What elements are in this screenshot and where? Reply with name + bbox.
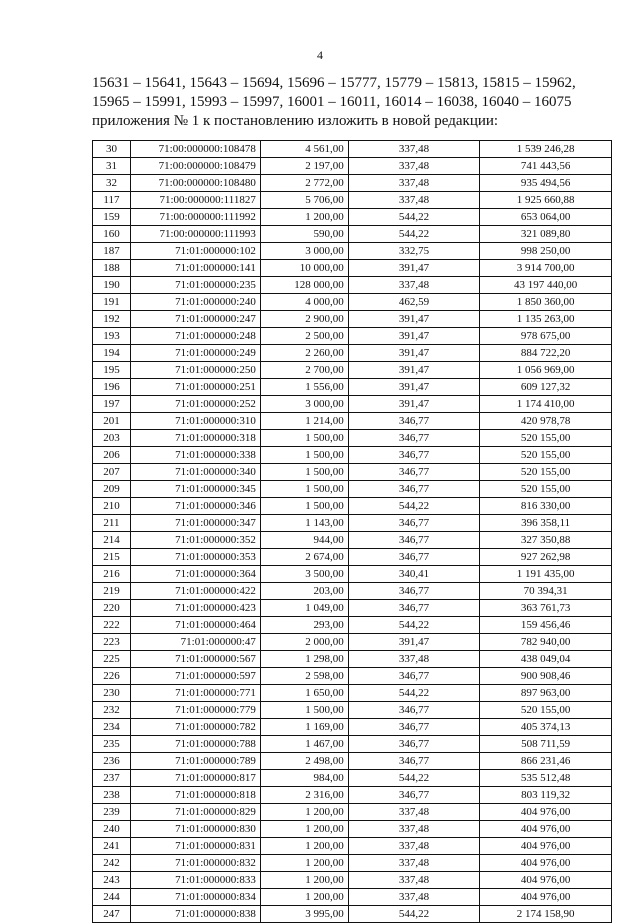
table-row — [93, 821, 612, 838]
rate-cell: 346,77 — [348, 600, 480, 617]
row-number-cell: 193 — [93, 328, 131, 345]
cost-cell: 900 908,46 — [480, 668, 612, 685]
area-cell: 1 500,00 — [260, 481, 348, 498]
row-number-cell: 210 — [93, 498, 131, 515]
cost-cell: 327 350,88 — [480, 532, 612, 549]
cadastral-number-cell: 71:01:000000:597 — [130, 668, 260, 685]
cost-cell: 978 675,00 — [480, 328, 612, 345]
rate-cell: 346,77 — [348, 753, 480, 770]
rate-cell: 337,48 — [348, 838, 480, 855]
area-cell: 1 500,00 — [260, 430, 348, 447]
area-cell: 1 200,00 — [260, 855, 348, 872]
area-cell: 4 561,00 — [260, 141, 348, 158]
row-number-cell: 30 — [93, 141, 131, 158]
table-row — [93, 260, 612, 277]
area-cell: 1 200,00 — [260, 872, 348, 889]
cadastral-number-cell: 71:00:000000:108480 — [130, 175, 260, 192]
row-number-cell: 211 — [93, 515, 131, 532]
table-row — [93, 634, 612, 651]
cost-cell: 1 056 969,00 — [480, 362, 612, 379]
rate-cell: 332,75 — [348, 243, 480, 260]
row-number-cell: 237 — [93, 770, 131, 787]
cost-cell: 1 135 263,00 — [480, 311, 612, 328]
rate-cell: 337,48 — [348, 889, 480, 906]
area-cell: 5 706,00 — [260, 192, 348, 209]
cost-cell: 998 250,00 — [480, 243, 612, 260]
cost-cell: 935 494,56 — [480, 175, 612, 192]
cadastral-number-cell: 71:01:000000:102 — [130, 243, 260, 260]
row-number-cell: 244 — [93, 889, 131, 906]
table-row — [93, 328, 612, 345]
table-row — [93, 787, 612, 804]
table-row — [93, 651, 612, 668]
area-cell: 2 700,00 — [260, 362, 348, 379]
cost-cell: 438 049,04 — [480, 651, 612, 668]
cadastral-number-cell: 71:01:000000:789 — [130, 753, 260, 770]
table-row — [93, 175, 612, 192]
cost-cell: 741 443,56 — [480, 158, 612, 175]
table-row — [93, 158, 612, 175]
rate-cell: 337,48 — [348, 277, 480, 294]
intro-line-2: 15965 – 15991, 15993 – 15997, 16001 – 16011, 16014 – 16038, 16040 – 16075 — [92, 94, 572, 110]
row-number-cell: 215 — [93, 549, 131, 566]
cadastral-number-cell: 71:01:000000:318 — [130, 430, 260, 447]
cadastral-number-cell: 71:01:000000:423 — [130, 600, 260, 617]
cadastral-number-cell: 71:01:000000:771 — [130, 685, 260, 702]
row-number-cell: 188 — [93, 260, 131, 277]
row-number-cell: 226 — [93, 668, 131, 685]
cadastral-number-cell: 71:01:000000:251 — [130, 379, 260, 396]
cadastral-number-cell: 71:01:000000:353 — [130, 549, 260, 566]
area-cell: 3 995,00 — [260, 906, 348, 923]
area-cell: 2 674,00 — [260, 549, 348, 566]
area-cell: 2 900,00 — [260, 311, 348, 328]
area-cell: 1 049,00 — [260, 600, 348, 617]
cost-cell: 1 925 660,88 — [480, 192, 612, 209]
rate-cell: 337,48 — [348, 855, 480, 872]
rate-cell: 391,47 — [348, 634, 480, 651]
rate-cell: 337,48 — [348, 651, 480, 668]
table-row — [93, 617, 612, 634]
row-number-cell: 239 — [93, 804, 131, 821]
area-cell: 2 260,00 — [260, 345, 348, 362]
area-cell: 944,00 — [260, 532, 348, 549]
rate-cell: 346,77 — [348, 787, 480, 804]
area-cell: 1 500,00 — [260, 447, 348, 464]
rate-cell: 346,77 — [348, 464, 480, 481]
row-number-cell: 192 — [93, 311, 131, 328]
intro-line-1: 15631 – 15641, 15643 – 15694, 15696 – 15777, 15779 – 15813, 15815 – 15962, — [92, 75, 576, 91]
area-cell: 1 650,00 — [260, 685, 348, 702]
area-cell: 293,00 — [260, 617, 348, 634]
area-cell: 1 500,00 — [260, 498, 348, 515]
cadastral-number-cell: 71:01:000000:817 — [130, 770, 260, 787]
cost-cell: 782 940,00 — [480, 634, 612, 651]
area-cell: 1 214,00 — [260, 413, 348, 430]
area-cell: 203,00 — [260, 583, 348, 600]
rate-cell: 337,48 — [348, 821, 480, 838]
table-row — [93, 464, 612, 481]
area-cell: 1 298,00 — [260, 651, 348, 668]
table-row — [93, 770, 612, 787]
cadastral-number-cell: 71:01:000000:364 — [130, 566, 260, 583]
rate-cell: 391,47 — [348, 260, 480, 277]
table-row — [93, 498, 612, 515]
cost-cell: 363 761,73 — [480, 600, 612, 617]
rate-cell: 544,22 — [348, 209, 480, 226]
cadastral-number-cell: 71:01:000000:830 — [130, 821, 260, 838]
table-row — [93, 549, 612, 566]
table-row — [93, 719, 612, 736]
row-number-cell: 242 — [93, 855, 131, 872]
table-row — [93, 855, 612, 872]
table-row — [93, 566, 612, 583]
rate-cell: 337,48 — [348, 872, 480, 889]
area-cell: 1 500,00 — [260, 464, 348, 481]
rate-cell: 346,77 — [348, 430, 480, 447]
cadastral-number-cell: 71:01:000000:235 — [130, 277, 260, 294]
row-number-cell: 223 — [93, 634, 131, 651]
area-cell: 1 556,00 — [260, 379, 348, 396]
cost-cell: 816 330,00 — [480, 498, 612, 515]
cost-cell: 70 394,31 — [480, 583, 612, 600]
table-row — [93, 702, 612, 719]
cadastral-number-cell: 71:01:000000:338 — [130, 447, 260, 464]
row-number-cell: 222 — [93, 617, 131, 634]
cost-cell: 404 976,00 — [480, 889, 612, 906]
area-cell: 1 500,00 — [260, 702, 348, 719]
rate-cell: 544,22 — [348, 617, 480, 634]
row-number-cell: 32 — [93, 175, 131, 192]
row-number-cell: 159 — [93, 209, 131, 226]
row-number-cell: 219 — [93, 583, 131, 600]
table-row — [93, 294, 612, 311]
area-cell: 3 500,00 — [260, 566, 348, 583]
rate-cell: 391,47 — [348, 328, 480, 345]
area-cell: 3 000,00 — [260, 396, 348, 413]
rate-cell: 346,77 — [348, 549, 480, 566]
table-row — [93, 906, 612, 923]
cadastral-number-cell: 71:01:000000:345 — [130, 481, 260, 498]
table-row — [93, 447, 612, 464]
table-row — [93, 838, 612, 855]
cost-cell: 404 976,00 — [480, 804, 612, 821]
table-row — [93, 889, 612, 906]
cost-cell: 1 191 435,00 — [480, 566, 612, 583]
cadastral-number-cell: 71:01:000000:567 — [130, 651, 260, 668]
table-row — [93, 396, 612, 413]
cost-cell: 520 155,00 — [480, 702, 612, 719]
row-number-cell: 240 — [93, 821, 131, 838]
table-row — [93, 583, 612, 600]
rate-cell: 346,77 — [348, 447, 480, 464]
cost-cell: 1 850 360,00 — [480, 294, 612, 311]
area-cell: 1 200,00 — [260, 838, 348, 855]
cost-cell: 803 119,32 — [480, 787, 612, 804]
table-row — [93, 481, 612, 498]
cadastral-number-cell: 71:01:000000:310 — [130, 413, 260, 430]
cadastral-number-cell: 71:01:000000:240 — [130, 294, 260, 311]
rate-cell: 340,41 — [348, 566, 480, 583]
cadastral-number-cell: 71:01:000000:248 — [130, 328, 260, 345]
area-cell: 3 000,00 — [260, 243, 348, 260]
row-number-cell: 220 — [93, 600, 131, 617]
row-number-cell: 187 — [93, 243, 131, 260]
cadastral-number-cell: 71:00:000000:111992 — [130, 209, 260, 226]
cadastral-number-cell: 71:01:000000:779 — [130, 702, 260, 719]
table-row — [93, 192, 612, 209]
area-cell: 2 598,00 — [260, 668, 348, 685]
cost-cell: 884 722,20 — [480, 345, 612, 362]
area-cell: 2 316,00 — [260, 787, 348, 804]
cadastral-number-cell: 71:01:000000:47 — [130, 634, 260, 651]
cost-cell: 520 155,00 — [480, 464, 612, 481]
cadastral-number-cell: 71:01:000000:247 — [130, 311, 260, 328]
cost-cell: 420 978,78 — [480, 413, 612, 430]
rate-cell: 391,47 — [348, 345, 480, 362]
table-row — [93, 668, 612, 685]
row-number-cell: 203 — [93, 430, 131, 447]
cost-cell: 404 976,00 — [480, 855, 612, 872]
rate-cell: 337,48 — [348, 158, 480, 175]
table-row — [93, 277, 612, 294]
cost-cell: 520 155,00 — [480, 430, 612, 447]
rate-cell: 544,22 — [348, 770, 480, 787]
rate-cell: 544,22 — [348, 906, 480, 923]
area-cell: 1 200,00 — [260, 821, 348, 838]
table-row — [93, 804, 612, 821]
cadastral-number-cell: 71:00:000000:108478 — [130, 141, 260, 158]
cost-cell: 405 374,13 — [480, 719, 612, 736]
cadastral-number-cell: 71:01:000000:788 — [130, 736, 260, 753]
rate-cell: 346,77 — [348, 515, 480, 532]
cost-cell: 520 155,00 — [480, 447, 612, 464]
cost-cell: 508 711,59 — [480, 736, 612, 753]
row-number-cell: 191 — [93, 294, 131, 311]
area-cell: 1 200,00 — [260, 209, 348, 226]
area-cell: 1 200,00 — [260, 889, 348, 906]
row-number-cell: 160 — [93, 226, 131, 243]
cadastral-number-cell: 71:01:000000:831 — [130, 838, 260, 855]
row-number-cell: 209 — [93, 481, 131, 498]
cost-cell: 535 512,48 — [480, 770, 612, 787]
cadastral-number-cell: 71:00:000000:108479 — [130, 158, 260, 175]
row-number-cell: 243 — [93, 872, 131, 889]
cost-cell: 897 963,00 — [480, 685, 612, 702]
row-number-cell: 195 — [93, 362, 131, 379]
table-row — [93, 532, 612, 549]
row-number-cell: 206 — [93, 447, 131, 464]
row-number-cell: 235 — [93, 736, 131, 753]
table-row — [93, 141, 612, 158]
cost-cell: 2 174 158,90 — [480, 906, 612, 923]
table-row — [93, 515, 612, 532]
rate-cell: 337,48 — [348, 192, 480, 209]
area-cell: 1 143,00 — [260, 515, 348, 532]
rate-cell: 337,48 — [348, 804, 480, 821]
rate-cell: 544,22 — [348, 498, 480, 515]
rate-cell: 391,47 — [348, 362, 480, 379]
row-number-cell: 238 — [93, 787, 131, 804]
table-row — [93, 872, 612, 889]
cadastral-number-cell: 71:01:000000:834 — [130, 889, 260, 906]
area-cell: 2 500,00 — [260, 328, 348, 345]
row-number-cell: 216 — [93, 566, 131, 583]
area-cell: 984,00 — [260, 770, 348, 787]
cost-cell: 1 539 246,28 — [480, 141, 612, 158]
cost-cell: 396 358,11 — [480, 515, 612, 532]
row-number-cell: 207 — [93, 464, 131, 481]
row-number-cell: 31 — [93, 158, 131, 175]
cadastral-number-cell: 71:01:000000:249 — [130, 345, 260, 362]
row-number-cell: 190 — [93, 277, 131, 294]
rate-cell: 544,22 — [348, 685, 480, 702]
area-cell: 4 000,00 — [260, 294, 348, 311]
rate-cell: 391,47 — [348, 396, 480, 413]
table-row — [93, 753, 612, 770]
row-number-cell: 236 — [93, 753, 131, 770]
row-number-cell: 214 — [93, 532, 131, 549]
cadastral-number-cell: 71:00:000000:111827 — [130, 192, 260, 209]
cost-cell: 609 127,32 — [480, 379, 612, 396]
area-cell: 10 000,00 — [260, 260, 348, 277]
cadastral-number-cell: 71:01:000000:829 — [130, 804, 260, 821]
row-number-cell: 247 — [93, 906, 131, 923]
cost-cell: 404 976,00 — [480, 838, 612, 855]
rate-cell: 462,59 — [348, 294, 480, 311]
area-cell: 1 200,00 — [260, 804, 348, 821]
table-row — [93, 362, 612, 379]
cadastral-number-cell: 71:01:000000:838 — [130, 906, 260, 923]
cost-cell: 159 456,46 — [480, 617, 612, 634]
cost-cell: 404 976,00 — [480, 872, 612, 889]
cadastral-number-cell: 71:01:000000:422 — [130, 583, 260, 600]
cadastral-number-cell: 71:01:000000:464 — [130, 617, 260, 634]
table-row — [93, 209, 612, 226]
row-number-cell: 196 — [93, 379, 131, 396]
table-row — [93, 345, 612, 362]
cost-cell: 43 197 440,00 — [480, 277, 612, 294]
cadastral-number-cell: 71:01:000000:252 — [130, 396, 260, 413]
rate-cell: 391,47 — [348, 311, 480, 328]
cadastral-number-cell: 71:01:000000:340 — [130, 464, 260, 481]
cost-cell: 1 174 410,00 — [480, 396, 612, 413]
area-cell: 2 498,00 — [260, 753, 348, 770]
rate-cell: 337,48 — [348, 141, 480, 158]
rate-cell: 346,77 — [348, 736, 480, 753]
cadastral-number-cell: 71:01:000000:782 — [130, 719, 260, 736]
rate-cell: 337,48 — [348, 175, 480, 192]
row-number-cell: 117 — [93, 192, 131, 209]
area-cell: 128 000,00 — [260, 277, 348, 294]
area-cell: 2 000,00 — [260, 634, 348, 651]
table-row — [93, 736, 612, 753]
rate-cell: 544,22 — [348, 226, 480, 243]
cost-cell: 404 976,00 — [480, 821, 612, 838]
table-row — [93, 311, 612, 328]
row-number-cell: 225 — [93, 651, 131, 668]
table-row — [93, 685, 612, 702]
cadastral-number-cell: 71:01:000000:818 — [130, 787, 260, 804]
rate-cell: 346,77 — [348, 532, 480, 549]
area-cell: 1 467,00 — [260, 736, 348, 753]
parcel-table — [92, 140, 612, 923]
cost-cell: 3 914 700,00 — [480, 260, 612, 277]
rate-cell: 346,77 — [348, 413, 480, 430]
row-number-cell: 241 — [93, 838, 131, 855]
intro-line-3: приложения № 1 к постановлению изложить в новой редакции: — [92, 113, 499, 129]
cadastral-number-cell: 71:00:000000:111993 — [130, 226, 260, 243]
cadastral-number-cell: 71:01:000000:141 — [130, 260, 260, 277]
table-row — [93, 413, 612, 430]
cadastral-number-cell: 71:01:000000:347 — [130, 515, 260, 532]
table-row — [93, 379, 612, 396]
row-number-cell: 230 — [93, 685, 131, 702]
rate-cell: 391,47 — [348, 379, 480, 396]
cost-cell: 927 262,98 — [480, 549, 612, 566]
row-number-cell: 234 — [93, 719, 131, 736]
cost-cell: 866 231,46 — [480, 753, 612, 770]
area-cell: 2 772,00 — [260, 175, 348, 192]
row-number-cell: 194 — [93, 345, 131, 362]
rate-cell: 346,77 — [348, 583, 480, 600]
rate-cell: 346,77 — [348, 719, 480, 736]
row-number-cell: 201 — [93, 413, 131, 430]
table-row — [93, 226, 612, 243]
parcel-table-body — [93, 141, 612, 923]
rate-cell: 346,77 — [348, 481, 480, 498]
table-row — [93, 243, 612, 260]
row-number-cell: 232 — [93, 702, 131, 719]
area-cell: 2 197,00 — [260, 158, 348, 175]
area-cell: 590,00 — [260, 226, 348, 243]
intro-paragraph — [92, 74, 612, 131]
table-row — [93, 600, 612, 617]
cadastral-number-cell: 71:01:000000:833 — [130, 872, 260, 889]
rate-cell: 346,77 — [348, 668, 480, 685]
area-cell: 1 169,00 — [260, 719, 348, 736]
cadastral-number-cell: 71:01:000000:352 — [130, 532, 260, 549]
cost-cell: 321 089,80 — [480, 226, 612, 243]
cost-cell: 653 064,00 — [480, 209, 612, 226]
rate-cell: 346,77 — [348, 702, 480, 719]
cadastral-number-cell: 71:01:000000:346 — [130, 498, 260, 515]
cost-cell: 520 155,00 — [480, 481, 612, 498]
cadastral-number-cell: 71:01:000000:832 — [130, 855, 260, 872]
table-row — [93, 430, 612, 447]
cadastral-number-cell: 71:01:000000:250 — [130, 362, 260, 379]
page-number: 4 — [317, 48, 323, 62]
row-number-cell: 197 — [93, 396, 131, 413]
